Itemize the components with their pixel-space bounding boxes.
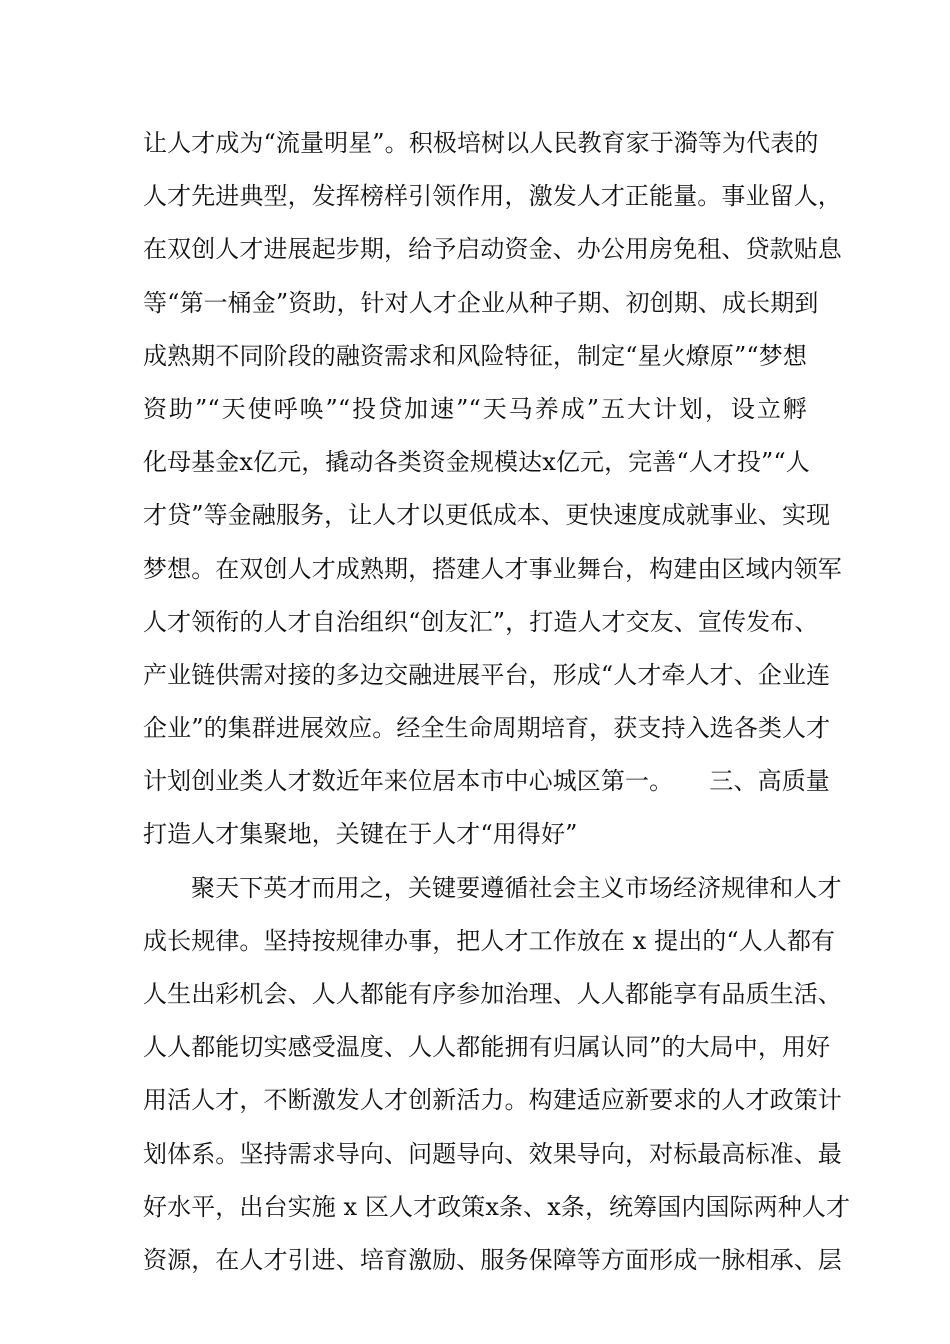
text-line: 计划创业类人才数近年来位居本市中心城区第一。 三、高质量 <box>143 767 830 796</box>
text-line: 等“第一桶金”资助，针对人才企业从种子期、初创期、成长期到 <box>143 288 819 317</box>
text-line: 成长规律。坚持按规律办事，把人才工作放在 x 提出的“人人都有 <box>143 926 836 955</box>
section-heading: 打造人才集聚地，关键在于人才“用得好” <box>143 820 578 849</box>
text-line: 好水平，出台实施 x 区人才政策x条、x条，统筹国内国际两种人才 <box>143 1192 851 1221</box>
text-line: 梦想。在双创人才成熟期，搭建人才事业舞台，构建由区域内领军 <box>143 554 842 583</box>
text-line: 人才先进典型，发挥榜样引领作用，激发人才正能量。事业留人， <box>143 182 842 211</box>
text-line: 企业”的集群进展效应。经全生命周期培育，获支持入选各类人才 <box>143 714 831 743</box>
text-line: 资源，在人才引进、培育激励、服务保障等方面形成一脉相承、层 <box>143 1245 842 1274</box>
text-line: 让人才成为“流量明星”。积极培树以人民教育家于漪等为代表的 <box>143 129 819 157</box>
text-line: 才贷”等金融服务，让人才以更低成本、更快速度成就事业、实现 <box>143 501 831 530</box>
text-line: 在双创人才进展起步期，给予启动资金、办公用房免租、贷款贴息 <box>143 235 842 264</box>
text-line: 化母基金x亿元，撬动各类资金规模达x亿元，完善“人才投”“人 <box>143 448 810 477</box>
text-line: 划体系。坚持需求导向、问题导向、效果导向，对标最高标准、最 <box>143 1139 842 1168</box>
text-line: 人人都能切实感受温度、人人都能拥有归属认同”的大局中，用好 <box>143 1033 831 1062</box>
text-line: 成熟期不同阶段的融资需求和风险特征，制定“星火燎原”“梦想 <box>143 341 807 370</box>
text-line: 资助”“天使呼唤”“投贷加速”“天马养成”五大计划，设立孵 <box>143 394 807 423</box>
text-line: 人才领衔的人才自治组织“创友汇”，打造人才交友、宣传发布、 <box>143 607 819 636</box>
paragraph-first-line: 聚天下英才而用之，关键要遵循社会主义市场经济规律和人才 <box>191 873 842 902</box>
text-line: 产业链供需对接的多边交融进展平台，形成“人才牵人才、企业连 <box>143 660 831 689</box>
text-line: 人生出彩机会、人人都能有序参加治理、人人都能享有品质生活、 <box>143 980 842 1008</box>
text-line: 用活人才，不断激发人才创新活力。构建适应新要求的人才政策计 <box>143 1086 842 1115</box>
body-text <box>143 129 851 1301</box>
